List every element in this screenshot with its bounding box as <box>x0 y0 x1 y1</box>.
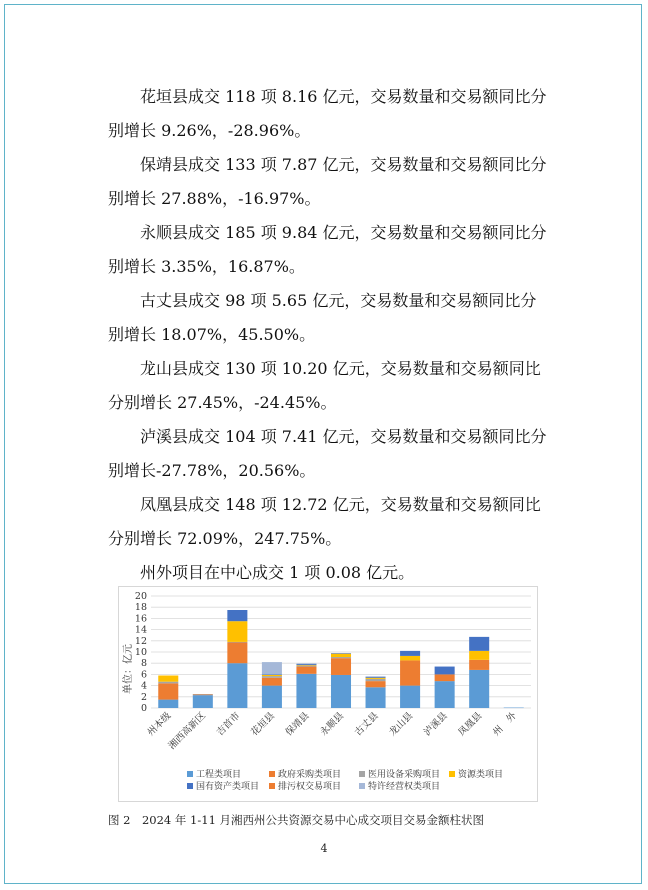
paragraph-longshan-line2: 分别增长 27.45%，-24.45%。 <box>108 393 337 412</box>
x-tick-label-6: 古丈县 <box>352 710 381 739</box>
paragraph-guzhang-line1: 古丈县成交 98 项 5.65 亿元，交易数量和交易额同比分 <box>140 291 537 310</box>
legend-swatch-4 <box>187 783 193 789</box>
stacked-bar-chart <box>119 587 537 801</box>
bar-segment-10-0 <box>504 708 524 709</box>
x-tick-label-7: 龙山县 <box>387 710 416 739</box>
bar-segment-5-0 <box>331 675 351 708</box>
paragraph-luxi-line1: 泸溪县成交 104 项 7.41 亿元，交易数量和交易额同比分 <box>140 427 547 446</box>
bar-segment-9-3 <box>469 651 489 660</box>
bar-segment-6-4 <box>366 677 386 678</box>
legend-label-0: 工程类项目 <box>196 770 242 780</box>
paragraph-fenghuang-line1: 凤凰县成交 148 项 12.72 亿元，交易数量和交易额同比 <box>140 495 541 514</box>
y-tick-label-0: 0 <box>140 703 147 714</box>
bar-segment-8-0 <box>435 681 455 708</box>
bar-segment-7-4 <box>400 651 420 656</box>
x-axis-labels <box>145 709 519 751</box>
bar-segment-4-2 <box>296 665 316 666</box>
bar-segment-4-4 <box>296 664 316 665</box>
bar-segment-2-0 <box>227 663 247 708</box>
bar-segment-4-1 <box>296 667 316 674</box>
bar-segment-3-4 <box>262 674 282 675</box>
bar-segment-2-2 <box>227 642 247 643</box>
paragraph-longshan-line1: 龙山县成交 130 项 10.20 亿元，交易数量和交易额同比 <box>140 359 541 378</box>
bar-segment-3-1 <box>262 678 282 686</box>
bar-segment-1-1 <box>193 695 213 696</box>
bar-segment-5-4 <box>331 653 351 654</box>
legend-label-2: 医用设备采购项目 <box>368 770 441 780</box>
legend-label-5: 排污权交易项目 <box>278 782 342 792</box>
bar-segment-6-2 <box>366 679 386 681</box>
legend-label-3: 资源类项目 <box>458 770 504 780</box>
paragraph-baojing-line1: 保靖县成交 133 项 7.87 亿元，交易数量和交易额同比分 <box>140 155 547 174</box>
legend-swatch-6 <box>359 783 365 789</box>
bar-segment-0-2 <box>158 682 178 684</box>
paragraph-outside: 州外项目在中心成交 1 项 0.08 亿元。 <box>140 563 415 582</box>
x-tick-label-8: 泸溪县 <box>421 710 450 739</box>
bar-segment-7-3 <box>400 656 420 660</box>
bar-segment-3-0 <box>262 686 282 708</box>
bar-segment-7-0 <box>400 686 420 708</box>
bar-segment-0-1 <box>158 683 178 699</box>
bar-segment-3-6 <box>262 662 282 674</box>
y-tick-label-2: 4 <box>140 680 147 692</box>
y-tick-label-5: 10 <box>134 647 147 658</box>
x-tick-label-1: 湘西高新区 <box>166 710 208 752</box>
x-tick-label-9: 凤凰县 <box>456 710 485 739</box>
bar-segment-3-3 <box>262 675 282 676</box>
y-tick-label-1: 2 <box>140 691 147 703</box>
paragraph-guzhang-line2: 别增长 18.07%，45.50%。 <box>108 325 316 344</box>
legend-swatch-0 <box>187 771 193 777</box>
y-tick-label-6: 12 <box>134 635 147 647</box>
bar-segment-1-2 <box>193 694 213 695</box>
legend-swatch-1 <box>269 771 275 777</box>
bar-segment-9-4 <box>469 637 489 651</box>
chart-bars <box>158 610 523 708</box>
bar-segment-8-1 <box>435 674 455 681</box>
legend-label-4: 国有资产类项目 <box>196 782 260 792</box>
bar-segment-2-1 <box>227 642 247 663</box>
legend-swatch-5 <box>269 783 275 789</box>
legend-label-1: 政府采购类项目 <box>278 770 342 780</box>
bar-segment-9-1 <box>469 660 489 670</box>
paragraph-huayuan-line1: 花垣县成交 118 项 8.16 亿元，交易数量和交易额同比分 <box>140 87 547 106</box>
x-tick-label-10: 州 外 <box>490 710 519 739</box>
bar-segment-2-4 <box>227 610 247 621</box>
bar-segment-8-4 <box>435 667 455 675</box>
y-tick-label-9: 18 <box>134 602 147 614</box>
chart-legend <box>187 768 503 792</box>
paragraph-luxi-line2: 别增长-27.78%，20.56%。 <box>108 461 316 480</box>
bar-segment-5-2 <box>331 657 351 658</box>
bar-segment-0-3 <box>158 676 178 682</box>
bar-segment-2-3 <box>227 621 247 642</box>
x-tick-label-5: 永顺县 <box>318 710 347 739</box>
page-number: 4 <box>320 842 328 855</box>
paragraph-baojing-line2: 别增长 27.88%，-16.97%。 <box>108 189 321 208</box>
x-tick-label-3: 花垣县 <box>249 710 278 739</box>
bar-segment-4-3 <box>296 665 316 666</box>
legend-swatch-2 <box>359 771 365 777</box>
body-text <box>108 80 556 590</box>
y-axis-label: 单位：亿元 <box>123 644 134 694</box>
bar-segment-5-1 <box>331 658 351 675</box>
x-tick-label-0: 州本级 <box>145 710 174 739</box>
y-tick-label-7: 14 <box>134 624 147 636</box>
legend-swatch-3 <box>449 771 455 777</box>
x-tick-label-2: 吉首市 <box>214 710 243 739</box>
bar-segment-0-0 <box>158 700 178 708</box>
paragraph-fenghuang-line2: 分别增长 72.09%，247.75%。 <box>108 529 342 548</box>
bar-segment-6-3 <box>366 678 386 679</box>
bar-segment-4-0 <box>296 674 316 708</box>
y-tick-label-4: 8 <box>140 658 147 670</box>
bar-segment-7-1 <box>400 660 420 685</box>
paragraph-yongshun-line1: 永顺县成交 185 项 9.84 亿元，交易数量和交易额同比分 <box>140 223 547 242</box>
bar-segment-6-1 <box>366 681 386 687</box>
paragraph-yongshun-line2: 别增长 3.35%，16.87%。 <box>108 257 305 276</box>
x-tick-label-4: 保靖县 <box>283 710 312 739</box>
legend-label-6: 特许经营权类项目 <box>368 782 441 792</box>
bar-segment-6-0 <box>366 687 386 708</box>
bar-segment-5-3 <box>331 654 351 657</box>
paragraph-huayuan-line2: 别增长 9.26%，-28.96%。 <box>108 121 311 140</box>
figure-caption: 图 2 2024 年 1-11 月湘西州公共资源交易中心成交项目交易金额柱状图 <box>108 813 485 827</box>
y-tick-label-3: 6 <box>140 669 147 681</box>
bar-segment-3-2 <box>262 676 282 678</box>
y-axis-ticks <box>135 591 147 714</box>
chart-container <box>118 586 538 802</box>
bar-segment-1-0 <box>193 695 213 708</box>
y-tick-label-10: 20 <box>134 591 147 602</box>
y-tick-label-8: 16 <box>134 613 147 625</box>
bar-segment-9-0 <box>469 670 489 708</box>
